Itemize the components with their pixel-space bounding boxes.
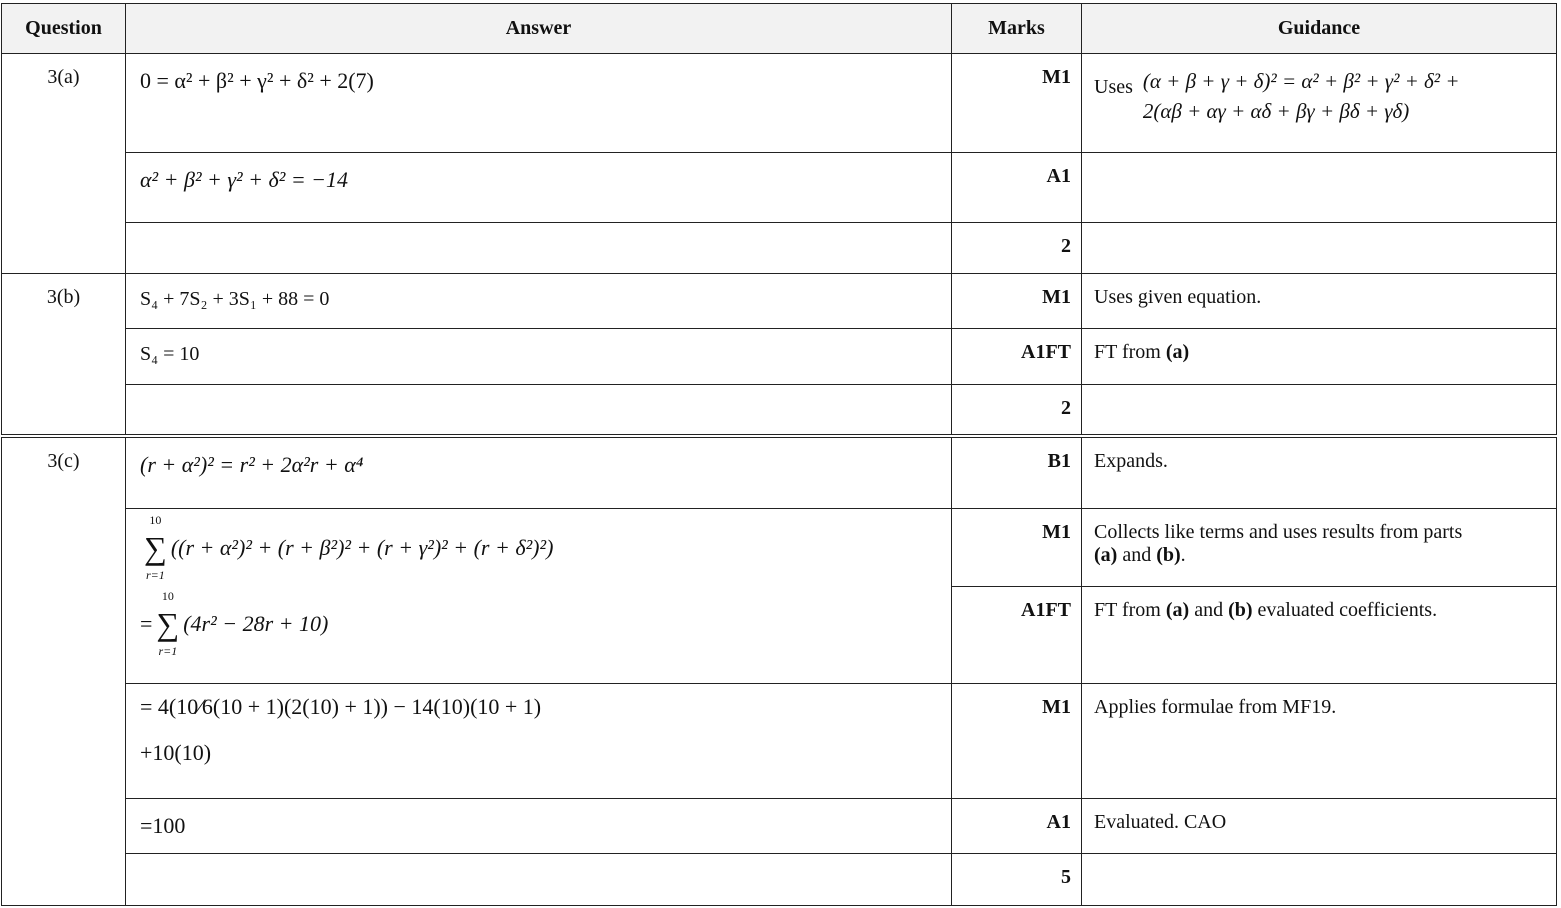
answer-cell	[126, 223, 952, 274]
answer-cell: (r + α²)² = r² + 2α²r + α⁴	[126, 438, 952, 509]
table-row	[2, 274, 1557, 329]
answer-line: = 4(10⁄6(10 + 1)(2(10) + 1)) − 14(10)(10 + 1)	[140, 694, 542, 719]
answer-cell: S₄ + 7S₂ + 3S₁ + 88 = 0	[126, 274, 952, 329]
answer-cell	[126, 684, 952, 799]
table-row	[2, 223, 1557, 274]
guidance-formula-line1: (α + β + γ + δ)² = α² + β² + γ² + δ² +	[1142, 69, 1460, 93]
guidance-cell	[1082, 329, 1557, 385]
answer-line: +10(10)	[140, 740, 212, 765]
answer-cell	[126, 385, 952, 435]
table-row	[2, 509, 1557, 587]
answer-cell	[126, 509, 952, 684]
guidance-cell	[1082, 854, 1557, 906]
answer-cell: 0 = α² + β² + γ² + δ² + 2(7)	[126, 54, 952, 153]
guidance-cell: Uses given equation.	[1082, 274, 1557, 329]
mark-cell: B1	[952, 438, 1082, 509]
mark-cell: M1	[952, 274, 1082, 329]
table-row	[2, 153, 1557, 223]
guidance-cell	[1082, 385, 1557, 435]
answer-line: (4r² − 28r + 10)	[183, 611, 329, 636]
guidance-cell	[1082, 54, 1557, 153]
guidance-prefix: Uses	[1094, 76, 1133, 98]
guidance-text: FT from	[1094, 341, 1161, 363]
mark-cell: A1FT	[952, 329, 1082, 385]
header-marks: Marks	[952, 4, 1082, 54]
mark-cell: A1	[952, 799, 1082, 854]
answer-line: ((r + α²)² + (r + β²)² + (r + γ²)² + (r + δ²)²)	[170, 535, 554, 560]
summation-sign	[144, 513, 167, 583]
table-row	[2, 799, 1557, 854]
answer-cell: S₄ = 10	[126, 329, 952, 385]
question-label: 3(a)	[2, 54, 126, 274]
guidance-cell: FT from (a) and (b) evaluated coefficients.	[1082, 587, 1557, 684]
header-question: Question	[2, 4, 126, 54]
question-label: 3(c)	[2, 438, 126, 906]
mark-cell: M1	[952, 54, 1082, 153]
answer-cell: =100	[126, 799, 952, 854]
mark-scheme-table-part1	[1, 3, 1557, 435]
question-label: 3(b)	[2, 274, 126, 435]
total-mark-cell: 2	[952, 223, 1082, 274]
guidance-cell	[1082, 153, 1557, 223]
total-mark-cell: 2	[952, 385, 1082, 435]
sum-upper-limit: 10	[149, 513, 162, 527]
header-guidance: Guidance	[1082, 4, 1557, 54]
mark-cell: A1FT	[952, 587, 1082, 684]
header-answer: Answer	[126, 4, 952, 54]
summation-sign	[156, 589, 179, 659]
sigma-icon: ∑	[156, 606, 180, 642]
table-row	[2, 385, 1557, 435]
answer-cell	[126, 854, 952, 906]
guidance-formula-line2: 2(αβ + αγ + αδ + βγ + βδ + γδ)	[1142, 99, 1410, 123]
table-row	[2, 54, 1557, 153]
table-row	[2, 329, 1557, 385]
guidance-cell: Expands.	[1082, 438, 1557, 509]
guidance-cell	[1082, 223, 1557, 274]
mark-cell: A1	[952, 153, 1082, 223]
mark-scheme-table-part2	[1, 437, 1557, 906]
total-mark-cell: 5	[952, 854, 1082, 906]
table-row	[2, 854, 1557, 906]
sum-lower-limit: r=1	[158, 644, 178, 658]
answer-cell: α² + β² + γ² + δ² = −14	[126, 153, 952, 223]
guidance-cell: Applies formulae from MF19.	[1082, 684, 1557, 799]
mark-cell: M1	[952, 684, 1082, 799]
table-row	[2, 684, 1557, 799]
guidance-cell: Evaluated. CAO	[1082, 799, 1557, 854]
equals-sign: =	[140, 611, 153, 636]
sum-lower-limit: r=1	[146, 568, 165, 582]
guidance-cell: Collects like terms and uses results from parts (a) and (b).	[1082, 509, 1557, 587]
sum-upper-limit: 10	[161, 589, 174, 603]
table-row	[2, 438, 1557, 509]
mark-cell: M1	[952, 509, 1082, 587]
guidance-ref: (a)	[1165, 341, 1190, 363]
sigma-icon: ∑	[144, 530, 167, 566]
header-row	[2, 4, 1557, 54]
